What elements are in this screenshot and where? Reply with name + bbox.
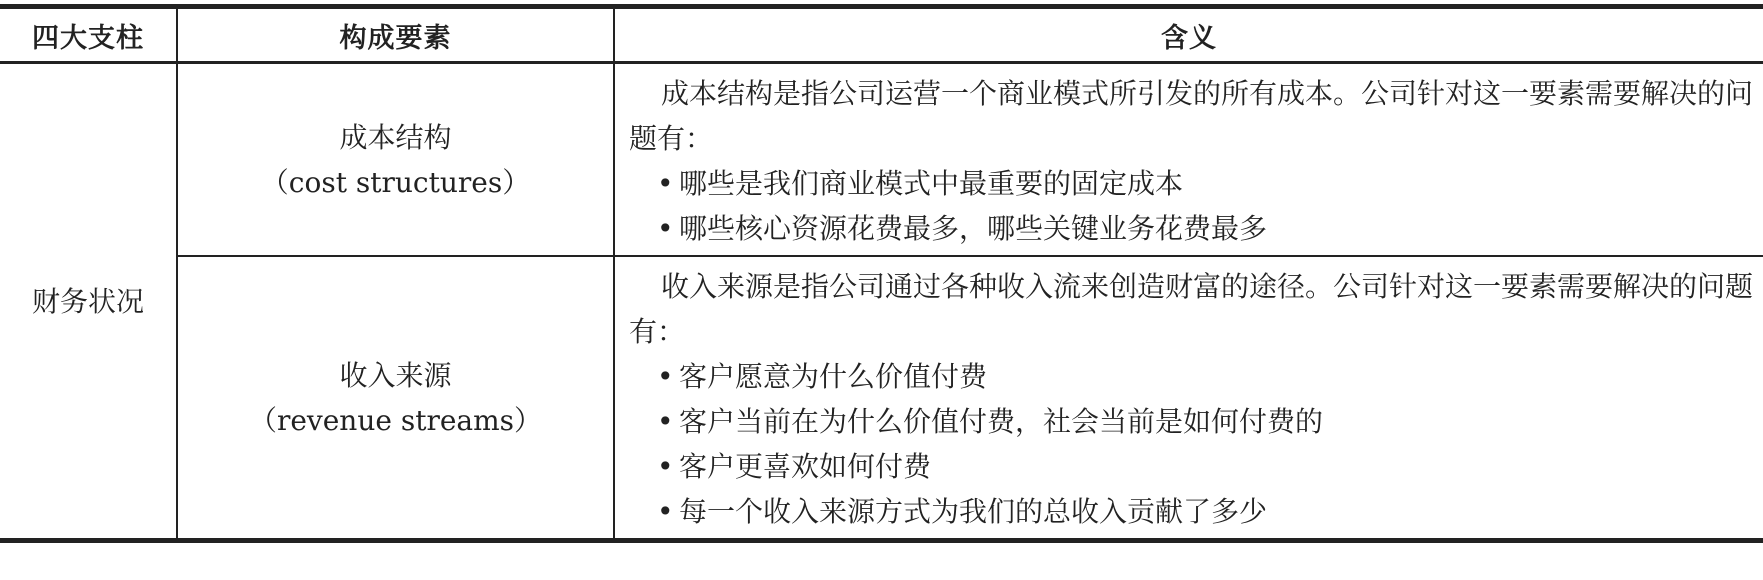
list-item — [657, 354, 1753, 399]
list-item-text: 客户当前在为什么价值付费，社会当前是如何付费的 — [679, 405, 1324, 438]
bullet-icon: • — [657, 450, 674, 483]
table-header-row — [0, 7, 1763, 63]
question-list — [629, 354, 1753, 534]
element-name-cn: 成本结构 — [339, 120, 452, 154]
meaning-cell — [614, 63, 1763, 257]
list-item — [657, 399, 1753, 444]
bullet-icon: • — [657, 495, 674, 528]
list-item-text: 客户更喜欢如何付费 — [679, 450, 932, 483]
header-element: 构成要素 — [177, 7, 614, 63]
element-cell — [177, 63, 614, 257]
element-cell — [177, 256, 614, 541]
meaning-cell — [614, 256, 1763, 541]
bullet-icon: • — [657, 405, 674, 438]
element-name-cn: 收入来源 — [339, 358, 452, 392]
header-meaning: 含义 — [614, 7, 1763, 63]
table-row — [0, 256, 1763, 541]
business-model-table — [0, 4, 1763, 543]
list-item-text: 哪些是我们商业模式中最重要的固定成本 — [679, 167, 1184, 200]
header-pillar: 四大支柱 — [0, 7, 177, 63]
table-row — [0, 63, 1763, 257]
list-item — [657, 206, 1753, 251]
meaning-intro: 成本结构是指公司运营一个商业模式所引发的所有成本。公司针对这一要素需要解决的问题有： — [629, 77, 1754, 155]
list-item-text: 哪些核心资源花费最多，哪些关键业务花费最多 — [679, 212, 1268, 245]
bullet-icon: • — [657, 167, 674, 200]
list-item — [657, 489, 1753, 534]
list-item — [657, 444, 1753, 489]
bullet-icon: • — [657, 212, 674, 245]
element-name-en: （cost structures） — [260, 165, 531, 199]
meaning-intro: 收入来源是指公司通过各种收入流来创造财富的途径。公司针对这一要素需要解决的问题有： — [629, 270, 1754, 348]
list-item — [657, 161, 1753, 206]
element-name-en: （revenue streams） — [248, 403, 543, 437]
list-item-text: 客户愿意为什么价值付费 — [679, 360, 988, 393]
pillar-cell: 财务状况 — [0, 63, 177, 541]
bullet-icon: • — [657, 360, 674, 393]
question-list — [629, 161, 1753, 251]
list-item-text: 每一个收入来源方式为我们的总收入贡献了多少 — [679, 495, 1268, 528]
